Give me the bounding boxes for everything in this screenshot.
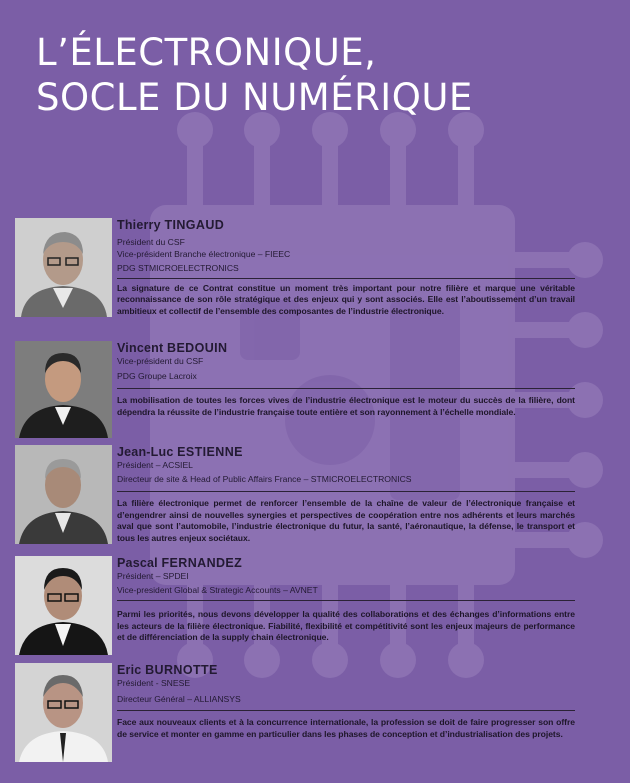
role-line: Vice-président Branche électronique – FIEEC xyxy=(117,248,291,259)
person-silhouette-icon xyxy=(15,218,112,317)
person-silhouette-icon xyxy=(15,341,112,438)
profile-info xyxy=(117,663,575,740)
first-name: Pascal xyxy=(117,556,158,570)
portrait-photo xyxy=(15,556,112,655)
quote-text: La signature de ce Contrat constitue un moment très important pour notre filière et marque une véritable reconnaissance de son rôle stratégique et des enjeux qui y sont associés. Elle est l’aboutissement d’un travail ambitieux et collectif de l’ensemble des composantes de l’industrie électronique. xyxy=(117,282,575,316)
person-silhouette-icon xyxy=(15,663,112,762)
role-line: Président – ACSIEL xyxy=(117,460,193,470)
person-name xyxy=(117,218,575,233)
first-name: Jean-Luc xyxy=(117,445,174,459)
divider xyxy=(117,600,575,601)
divider xyxy=(117,491,575,492)
profile-info xyxy=(117,341,575,418)
portrait-photo xyxy=(15,445,112,544)
person-name xyxy=(117,445,575,460)
quote-text: La mobilisation de toutes les forces vives de l’industrie électronique est le moteur du succès de la filière, dont dépendra la réussite de l’industrie française toute entière et son rayonnement à l’échelle mondiale. xyxy=(117,395,575,417)
role-line: Vice-president Global & Strategic Accounts – AVNET xyxy=(117,584,318,595)
divider xyxy=(117,278,575,279)
first-name: Vincent xyxy=(117,341,164,355)
last-name: BURNOTTE xyxy=(145,663,218,677)
person-name xyxy=(117,556,575,571)
role-line: Vice-président du CSF xyxy=(117,356,204,366)
last-name: FERNANDEZ xyxy=(161,556,243,570)
person-silhouette-icon xyxy=(15,556,112,655)
profile-info xyxy=(117,218,575,318)
quote-text: La filière électronique permet de renforcer l’ensemble de la chaîne de valeur de l’électronique française et d’engendrer ainsi de nouvelles synergies et perspectives de coopération entre nos adhérents et leurs marchés aval que sont l’automobile, l’industrie électronique du futur, la santé, l’aéronautique, la défense, le transport et tous les autres enjeux sociétaux. xyxy=(117,498,575,544)
quote-text: Parmi les priorités, nous devons développer la qualité des collaborations et des échanges d’informations entre les acteurs de la filière électronique. Fiabilité, flexibilité et compétitivité sont les enjeux majeurs de performance et de différenciation de la supply chain électronique. xyxy=(117,609,575,643)
first-name: Eric xyxy=(117,663,142,677)
role-line: Président du CSF xyxy=(117,237,185,247)
divider xyxy=(117,710,575,711)
portrait-photo xyxy=(15,341,112,438)
divider xyxy=(117,388,575,389)
last-name: ESTIENNE xyxy=(177,445,243,459)
person-name xyxy=(117,663,575,678)
role-line: Directeur Général – ALLIANSYS xyxy=(117,693,241,704)
person-silhouette-icon xyxy=(15,445,112,544)
last-name: BEDOUIN xyxy=(167,341,228,355)
role-line: Directeur de site & Head of Public Affairs France – STMICROELECTRONICS xyxy=(117,473,412,484)
last-name: TINGAUD xyxy=(164,218,225,232)
page-title-line-1: L’ÉLECTRONIQUE, xyxy=(36,31,377,74)
role-line: PDG Groupe Lacroix xyxy=(117,370,197,381)
role-line: Président - SNESE xyxy=(117,678,191,688)
profile-info xyxy=(117,556,575,644)
profile-info xyxy=(117,445,575,545)
quote-text: Face aux nouveaux clients et à la concurrence internationale, la profession se doit de faire progresser son offre de service et monter en gamme en particulier dans les phases de conception et d’industrialisation des projets. xyxy=(117,717,575,739)
portrait-photo xyxy=(15,663,112,762)
portrait-photo xyxy=(15,218,112,317)
page-title-line-2: SOCLE DU NUMÉRIQUE xyxy=(36,76,473,119)
page-title xyxy=(36,30,473,120)
role-line: Président – SPDEI xyxy=(117,571,189,581)
first-name: Thierry xyxy=(117,218,161,232)
person-name xyxy=(117,341,575,356)
role-line: PDG STMICROELECTRONICS xyxy=(117,263,239,273)
